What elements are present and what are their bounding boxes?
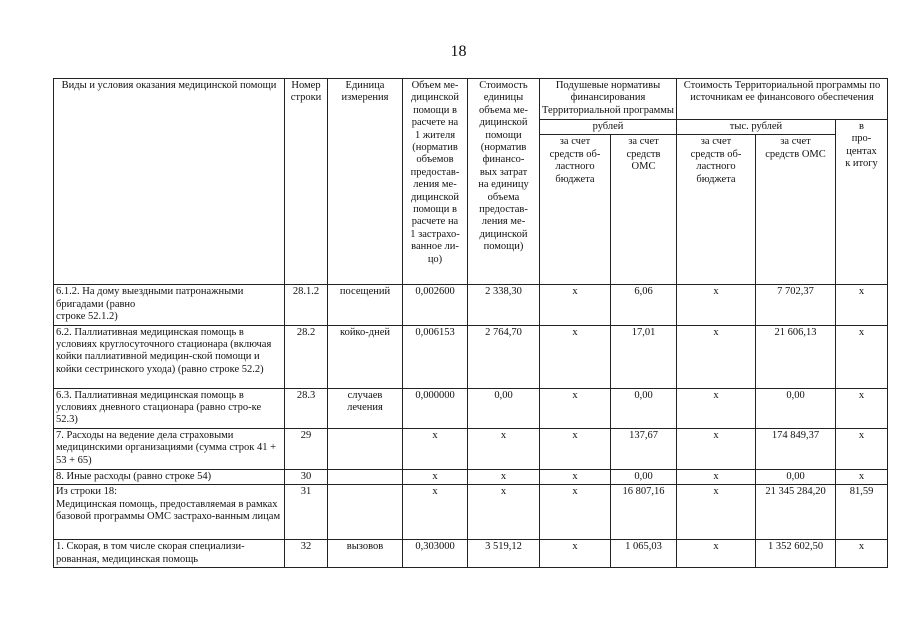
row-name: Из строки 18: Медицинская помощь, предоставляемая в рамках базовой программы ОМС застрахо-ванным лицам <box>54 485 285 540</box>
table-row <box>54 388 888 428</box>
row-percent: х <box>836 469 888 484</box>
header-unit-rub: рублей <box>540 120 677 135</box>
row-volume: х <box>403 485 468 540</box>
header-unit-thousand-rub: тыс. рублей <box>677 120 836 135</box>
page-number: 18 <box>450 43 467 60</box>
row-tc-oms: 174 849,37 <box>756 428 836 469</box>
row-pc-oms: 0,00 <box>611 469 677 484</box>
row-name: 7. Расходы на ведение дела страховыми медицинскими организациями (сумма строк 41 + 53 + 65) <box>54 428 285 469</box>
row-pc-oms: 6,06 <box>611 285 677 325</box>
row-tc-budget: х <box>677 285 756 325</box>
row-line: 28.3 <box>285 388 328 428</box>
row-tc-oms: 1 352 602,50 <box>756 540 836 568</box>
header-row-1 <box>54 79 888 120</box>
row-name: 6.1.2. На дому выездными патронажными бригадами (равно строке 52.1.2) <box>54 285 285 325</box>
header-tc-budget: за счет средств об- ластного бюджета <box>677 135 756 285</box>
header-line-number: Номер строки <box>285 79 328 285</box>
header-unit: Единица измерения <box>328 79 403 285</box>
row-pc-oms: 17,01 <box>611 325 677 388</box>
row-pc-budget: х <box>540 540 611 568</box>
row-tc-budget: х <box>677 325 756 388</box>
row-tc-oms: 0,00 <box>756 388 836 428</box>
row-tc-budget: х <box>677 469 756 484</box>
row-unit: посещений <box>328 285 403 325</box>
header-tc-oms: за счет средств ОМС <box>756 135 836 285</box>
header-types: Виды и условия оказания медицинской помощи <box>54 79 285 285</box>
row-cost: 3 519,12 <box>468 540 540 568</box>
table-row <box>54 485 888 540</box>
row-tc-oms: 21 345 284,20 <box>756 485 836 540</box>
row-name: 1. Скорая, в том числе скорая специализи-рованная, медицинская помощь <box>54 540 285 568</box>
row-line: 29 <box>285 428 328 469</box>
row-line: 32 <box>285 540 328 568</box>
row-unit: койко-дней <box>328 325 403 388</box>
row-volume: х <box>403 469 468 484</box>
header-percent: в про- центах к итогу <box>836 120 888 285</box>
row-percent: х <box>836 325 888 388</box>
header-unit-cost: Стоимость единицы объема ме- дицинской помощи (норматив финансо- вых затрат на единицу объема предостав- ления ме- дицинской помощи) <box>468 79 540 285</box>
row-volume: 0,002600 <box>403 285 468 325</box>
header-volume: Объем ме- дицинской помощи в расчете на 1 жителя (норматив объемов предостав- ления ме- дицинской помощи в расчете на 1 застрахо- ванное ли- цо) <box>403 79 468 285</box>
table-row <box>54 428 888 469</box>
row-cost: 0,00 <box>468 388 540 428</box>
row-tc-budget: х <box>677 540 756 568</box>
row-percent: х <box>836 540 888 568</box>
row-line: 30 <box>285 469 328 484</box>
row-tc-oms: 7 702,37 <box>756 285 836 325</box>
row-tc-oms: 21 606,13 <box>756 325 836 388</box>
row-line: 28.1.2 <box>285 285 328 325</box>
row-pc-budget: х <box>540 469 611 484</box>
row-pc-budget: х <box>540 388 611 428</box>
row-volume: 0,006153 <box>403 325 468 388</box>
table-row <box>54 540 888 568</box>
row-cost: х <box>468 485 540 540</box>
row-percent: х <box>836 428 888 469</box>
row-percent: х <box>836 285 888 325</box>
row-cost: 2 338,30 <box>468 285 540 325</box>
table-row <box>54 325 888 388</box>
row-tc-budget: х <box>677 388 756 428</box>
row-pc-oms: 1 065,03 <box>611 540 677 568</box>
header-pc-budget: за счет средств об- ластного бюджета <box>540 135 611 285</box>
row-line: 28.2 <box>285 325 328 388</box>
table-row <box>54 285 888 325</box>
row-pc-oms: 0,00 <box>611 388 677 428</box>
row-pc-oms: 16 807,16 <box>611 485 677 540</box>
row-line: 31 <box>285 485 328 540</box>
row-tc-budget: х <box>677 485 756 540</box>
row-tc-oms: 0,00 <box>756 469 836 484</box>
row-pc-budget: х <box>540 428 611 469</box>
row-pc-budget: х <box>540 325 611 388</box>
row-volume: 0,303000 <box>403 540 468 568</box>
row-volume: х <box>403 428 468 469</box>
row-pc-oms: 137,67 <box>611 428 677 469</box>
row-name: 8. Иные расходы (равно строке 54) <box>54 469 285 484</box>
row-pc-budget: х <box>540 285 611 325</box>
row-unit: вызовов <box>328 540 403 568</box>
row-unit <box>328 469 403 484</box>
row-unit <box>328 485 403 540</box>
row-percent: х <box>836 388 888 428</box>
table-row <box>54 469 888 484</box>
header-pc-oms: за счет средств ОМС <box>611 135 677 285</box>
row-name: 6.3. Паллиативная медицинская помощь в условиях дневного стационара (равно стро-ке 52.3) <box>54 388 285 428</box>
row-percent: 81,59 <box>836 485 888 540</box>
row-tc-budget: х <box>677 428 756 469</box>
header-territorial-cost: Стоимость Территориальной программы по источникам ее финансового обеспечения <box>677 79 888 120</box>
row-unit: случаев лечения <box>328 388 403 428</box>
row-pc-budget: х <box>540 485 611 540</box>
financing-table <box>53 78 888 568</box>
row-name: 6.2. Паллиативная медицинская помощь в условиях круглосуточного стационара (включая койки паллиативной медицин-ской помощи и койки сестринского ухода) (равно строке 52.2) <box>54 325 285 388</box>
row-volume: 0,000000 <box>403 388 468 428</box>
row-cost: х <box>468 469 540 484</box>
row-unit <box>328 428 403 469</box>
header-per-capita: Подушевые нормативы финансирования Территориальной программы <box>540 79 677 120</box>
row-cost: х <box>468 428 540 469</box>
row-cost: 2 764,70 <box>468 325 540 388</box>
